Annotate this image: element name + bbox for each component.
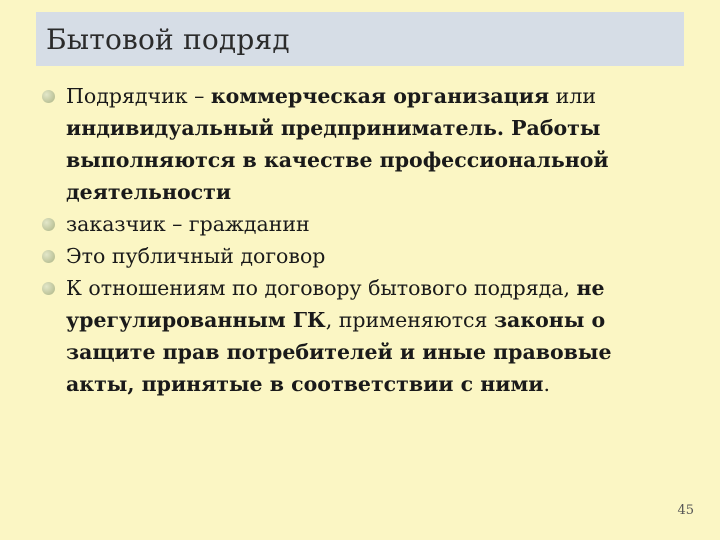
bullet-item: Это публичный договор (42, 240, 682, 272)
bullet-dot-icon (42, 282, 55, 295)
slide-content (42, 80, 682, 400)
bullet-dot-icon (42, 218, 55, 231)
bullet-list (42, 80, 682, 400)
title-bar (36, 12, 684, 66)
bullet-dot-icon (42, 90, 55, 103)
bullet-item: К отношениям по договору бытового подряда, не урегулированным ГК, применяются законы о защите прав потребителей и иные правовые акты, принятые в соответствии с ними. (42, 272, 682, 400)
bullet-dot-icon (42, 250, 55, 263)
bullet-item: заказчик – гражданин (42, 208, 682, 240)
page-number: 45 (677, 503, 694, 518)
slide-title: Бытовой подряд (46, 22, 290, 56)
bullet-item: Подрядчик – коммерческая организация или индивидуальный предприниматель. Работы выполняются в качестве профессиональной деятельности (42, 80, 682, 208)
